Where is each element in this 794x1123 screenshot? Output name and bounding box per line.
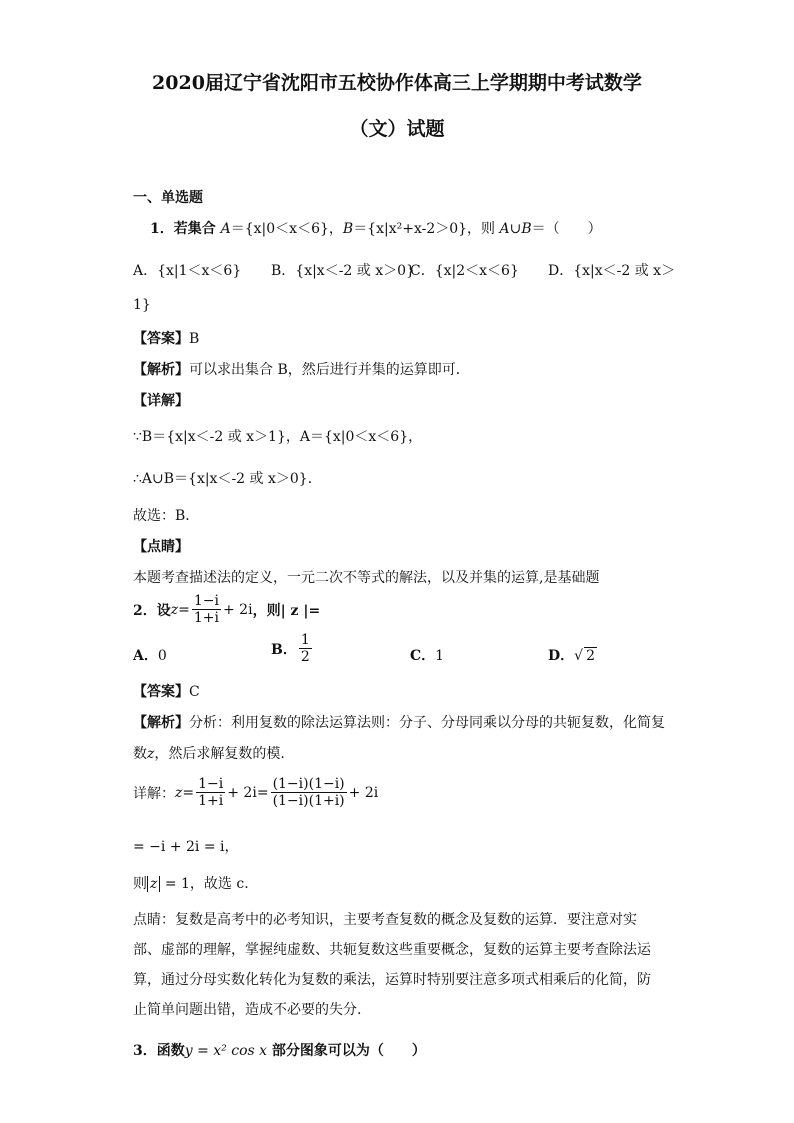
answer-value: C bbox=[189, 684, 200, 700]
detail-eq-1: = bbox=[182, 784, 195, 801]
q2-opt-b-num: 1 bbox=[300, 632, 310, 648]
q2-stem-post: ，则| z |= bbox=[252, 602, 321, 619]
q1-union: A∪B bbox=[499, 221, 532, 237]
analysis-line2-pre: 数 bbox=[133, 746, 147, 762]
q2-stem bbox=[133, 593, 320, 626]
q2-frac-num: 1−i bbox=[193, 593, 219, 609]
q2-analysis-line-2 bbox=[133, 743, 285, 763]
q2-opt-a-label: A． bbox=[133, 648, 158, 664]
q2-option-b bbox=[271, 632, 314, 665]
q1-step-1: ∵B＝{x|x＜-2 或 x＞1}，A＝{x|0＜x＜6}， bbox=[133, 429, 423, 445]
q2-answer bbox=[133, 681, 200, 701]
q1-number: 1． bbox=[150, 221, 174, 237]
q1-option-a: A．{x|1＜x＜6} bbox=[133, 263, 242, 279]
q2-opt-b-label: B． bbox=[271, 641, 297, 658]
q2-z: z bbox=[170, 601, 179, 618]
detail-eq-2: = bbox=[256, 784, 269, 801]
q3-formula: y = x² cos x bbox=[184, 1043, 268, 1059]
q1-step-2: ∴A∪B＝{x|x＜-2 或 x＞0}． bbox=[133, 471, 322, 487]
q2-stem-pre: 设 bbox=[156, 602, 171, 619]
q1-set-b: B bbox=[342, 221, 354, 237]
q2-detail bbox=[133, 776, 378, 809]
q2-opt-a-value: 0 bbox=[157, 648, 167, 664]
answer-label: 【答案】 bbox=[133, 331, 189, 347]
modulus-z: z bbox=[147, 876, 160, 892]
q2-plus-2i: + 2i bbox=[223, 601, 253, 618]
detail-frac-2 bbox=[271, 776, 347, 809]
q2-frac-den: 1+i bbox=[193, 610, 219, 627]
q3-stem-pre: 函数 bbox=[156, 1043, 185, 1059]
q1-stem-post: ＝（ ） bbox=[531, 221, 602, 237]
q2-number: 2． bbox=[133, 602, 157, 619]
answer-label: 【答案】 bbox=[133, 684, 189, 700]
analysis-label: 【解析】 bbox=[133, 362, 189, 378]
q1-answer bbox=[133, 328, 199, 348]
detail-plus-2i-1: + 2i bbox=[227, 784, 257, 801]
q1-option-b: B．{x|x＜-2 或 x＞0} bbox=[271, 263, 415, 279]
then-pre: 则 bbox=[133, 876, 147, 892]
q2-result-line: = −i + 2i = i， bbox=[133, 839, 239, 855]
q2-option-a bbox=[133, 645, 167, 665]
q2-opt-c-value: 1 bbox=[435, 648, 445, 664]
q2-option-c bbox=[410, 645, 444, 665]
q3-stem bbox=[133, 1040, 426, 1060]
q2-then-line bbox=[133, 873, 249, 893]
sqrt-symbol: √ bbox=[574, 648, 584, 664]
detail-frac-1 bbox=[196, 776, 225, 809]
analysis-label: 【解析】 bbox=[133, 715, 189, 731]
q2-comment: 点睛：复数是高考中的必考知识，主要考查复数的概念及复数的运算．要注意对实部、虚部的理解，掌握纯虚数、共轭复数这些重要概念，复数的运算主要考查除法运算，通过分母实数化转化为复数的乘法，运算时特别要注意多项式相乘后的化简，防止简单问题出错，造成不必要的失分. bbox=[133, 912, 651, 1018]
analysis-text: 可以求出集合 B，然后进行并集的运算即可． bbox=[189, 362, 470, 378]
q1-analysis bbox=[133, 359, 470, 379]
q1-stem-pre: 若集合 bbox=[173, 221, 221, 237]
q1-set-a: A bbox=[220, 221, 231, 237]
q2-opt-b-den: 2 bbox=[300, 649, 310, 666]
detail-plus-2i-2: + 2i bbox=[348, 784, 379, 801]
q3-stem-post: 部分图象可以为（ ） bbox=[267, 1043, 426, 1059]
q1-option-d-cont: 1} bbox=[133, 297, 151, 313]
q2-analysis-line-1 bbox=[133, 712, 665, 732]
q1-detail-label: 【详解】 bbox=[133, 393, 189, 409]
q1-option-c: C．{x|2＜x＜6} bbox=[410, 263, 519, 279]
detail-pre: 详解： bbox=[133, 785, 175, 802]
q1-comment-label: 【点睛】 bbox=[133, 539, 189, 555]
analysis-text: 分析：利用复数的除法运算法则：分子、分母同乘以分母的共轭复数，化简复 bbox=[189, 715, 665, 731]
q2-option-d bbox=[548, 645, 597, 665]
q1-option-d: D．{x|x＜-2 或 x＞ bbox=[548, 263, 676, 279]
detail-frac-2-num: (1−i)(1−i) bbox=[272, 776, 345, 792]
detail-frac-1-num: 1−i bbox=[198, 776, 224, 792]
q2-opt-d-value: 2 bbox=[586, 648, 595, 664]
q1-comment: 本题考查描述法的定义，一元二次不等式的解法，以及并集的运算,是基础题 bbox=[133, 570, 600, 586]
q2-opt-d-label: D． bbox=[548, 648, 575, 664]
q2-opt-c-label: C． bbox=[410, 648, 436, 664]
analysis-z: z bbox=[147, 746, 155, 762]
analysis-line2-post: ，然后求解复数的模. bbox=[154, 746, 285, 762]
q1-set-b-def: ＝{x|x²+x-2＞0}，则 bbox=[353, 221, 500, 237]
q2-opt-b-fraction bbox=[299, 632, 312, 665]
title-line-2: （文）试题 bbox=[349, 118, 445, 140]
q1-choose: 故选：B． bbox=[133, 508, 200, 524]
title-line-1: 2020届辽宁省沈阳市五校协作体高三上学期期中考试数学 bbox=[152, 72, 642, 94]
answer-value: B bbox=[189, 331, 200, 347]
detail-z: z bbox=[175, 784, 183, 801]
detail-frac-1-den: 1+i bbox=[198, 793, 224, 810]
then-mid: = 1，故选 c. bbox=[160, 876, 249, 892]
q3-number: 3． bbox=[133, 1043, 157, 1059]
q2-fraction bbox=[192, 593, 221, 626]
section-heading: 一、单选题 bbox=[133, 190, 203, 206]
q2-eq: = bbox=[178, 601, 190, 618]
detail-frac-2-den: (1−i)(1+i) bbox=[272, 793, 345, 810]
q1-set-a-def: ＝{x|0＜x＜6}， bbox=[230, 221, 343, 237]
q1-stem bbox=[150, 218, 602, 238]
